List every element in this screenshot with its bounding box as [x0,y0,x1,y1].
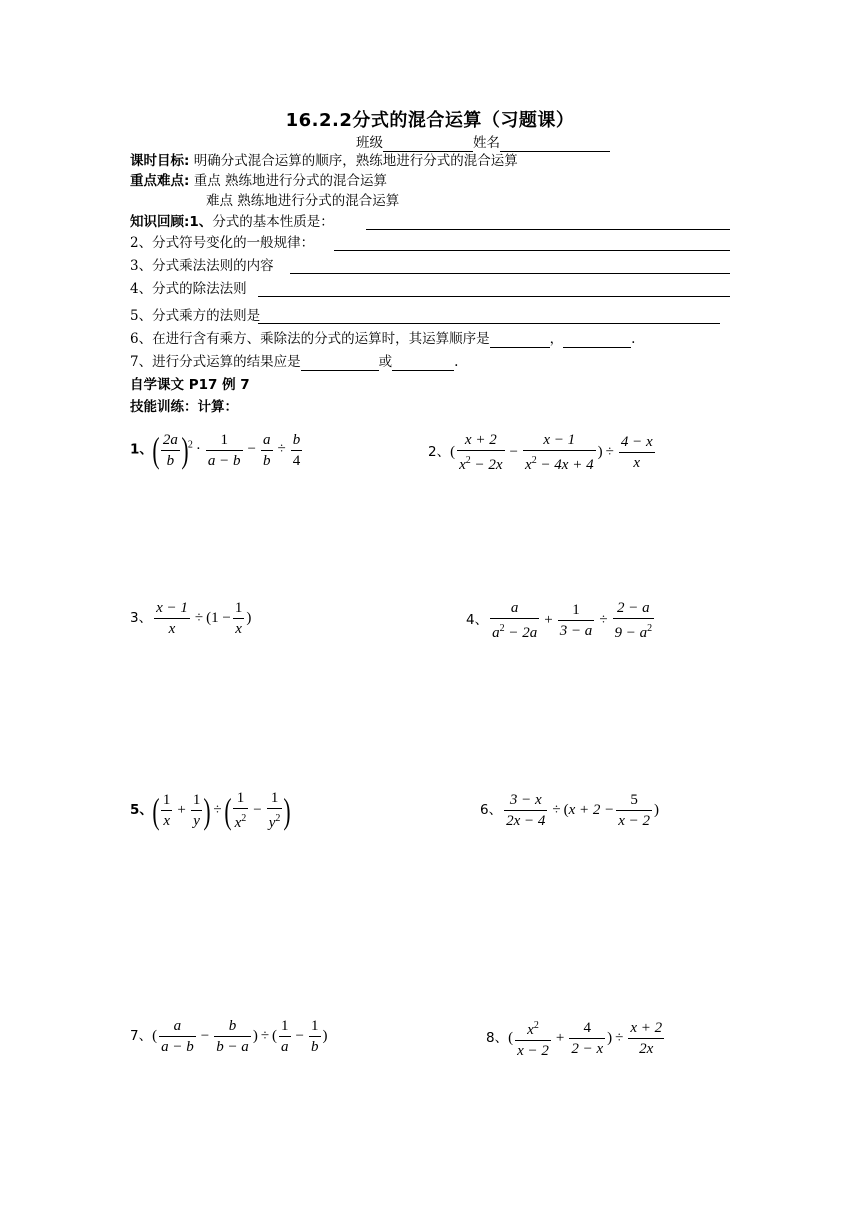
problem-3-label: 3、 [130,609,153,626]
review-3-blank[interactable] [290,273,730,274]
review-4: 4、分式的除法法则 [130,281,247,297]
class-blank[interactable] [383,137,473,152]
review-5-blank[interactable] [258,323,720,324]
skills-heading: 技能训练：计算： [130,399,238,415]
objective-text: 明确分式混合运算的顺序，熟练地进行分式的混合运算 [193,153,518,169]
keypoint-1: 重点 熟练地进行分式的混合运算 [193,173,387,189]
problem-7-label: 7、 [130,1027,153,1044]
review-6-sep: ， [549,331,564,347]
problem-6: 6、 $\frac{3 - x}{2x - 4}$ ÷ (x + 2 − $\frac{5}{x - 2}$ ) [480,792,660,829]
problem-1-label: 1、 [130,441,153,458]
review-2: 2、分式符号变化的一般规律： [130,235,315,251]
page-title: 16.2.2分式的混合运算（习题课） [285,110,575,131]
class-name-row [356,134,610,152]
review-6: 6、在进行含有乘方、乘除法的分式的运算时，其运算顺序是 [130,331,490,347]
review-1-blank[interactable] [366,229,730,230]
review-4-blank[interactable] [258,296,730,297]
review-7-blank-1[interactable] [301,356,379,371]
problem-6-label: 6、 [480,801,503,818]
problem-1: 1、( $\frac{2a}{b}$ )$^2$ · $\frac{1}{a - b}$ − $\frac{a}{b}$ ÷ $\frac{b}{4}$ [130,430,301,470]
name-blank[interactable] [500,137,610,152]
review-2-blank[interactable] [334,250,730,251]
problem-7: 7、( $\frac{a}{a - b}$ − $\frac{b}{b - a}$ ) ÷ ( $\frac{1}{a}$ − $\frac{1}{b}$ ) [130,1018,328,1055]
keypoints-label: 重点难点: [130,173,190,189]
review-label: 知识回顾: [130,214,190,230]
review-7-row: 7、进行分式运算的结果应是 或 . [130,354,459,370]
problem-5: 5、( $\frac{1}{x}$ + $\frac{1}{y}$ ) ÷( $\frac{1}{x^2}$ − $\frac{1}{y^2}$ ) [130,790,292,831]
review-3: 3、分式乘法法则的内容 [130,258,274,274]
objective-row [130,152,518,170]
review-5: 5、分式乘方的法则是 [130,308,261,324]
problem-4-label: 4、 [466,611,489,628]
problem-8: 8、( $\frac{x^2}{x - 2}$ + $\frac{4}{2 - x}$ ) ÷ $\frac{x + 2}{2x}$ [486,1016,666,1061]
problem-8-label: 8、 [486,1029,509,1046]
objective-label: 课时目标: [130,153,190,169]
review-6-row: 6、在进行含有乘方、乘除法的分式的运算时，其运算顺序是 ， . [130,331,636,347]
review-6-blank-2[interactable] [563,333,631,348]
review-1-num: 1、 [189,214,213,230]
class-label: 班级 [356,135,383,151]
keypoint-2: 难点 熟练地进行分式的混合运算 [206,193,400,209]
problem-5-label: 5、 [130,801,153,818]
review-7a: 7、进行分式运算的结果应是 [130,354,301,370]
self-study: 自学课文 P17 例 7 [130,377,250,393]
review-7-blank-2[interactable] [392,356,454,371]
review-1-text: 分式的基本性质是： [212,214,334,230]
review-6-blank-1[interactable] [490,333,550,348]
problem-2-label: 2、 [428,443,451,460]
problem-2: 2、( $\frac{x + 2}{x^2 - 2x}$ − $\frac{x - 1}{x^2 - 4x + 4}$ ) ÷ $\frac{4 - x}{x}$ [428,432,653,473]
review-7b: 或 [378,354,393,370]
keypoints-row [130,172,387,190]
problem-4: 4、 $\frac{a}{a^2 - 2a}$ + $\frac{1}{3 - a}$ ÷ $\frac{2 - a}{9 - a^2}$ [466,600,653,641]
name-label: 姓名 [473,135,500,151]
review-row-1 [130,213,334,231]
problem-3: 3、 $\frac{x - 1}{x}$ ÷ (1 − $\frac{1}{x}$ ) [130,600,252,637]
